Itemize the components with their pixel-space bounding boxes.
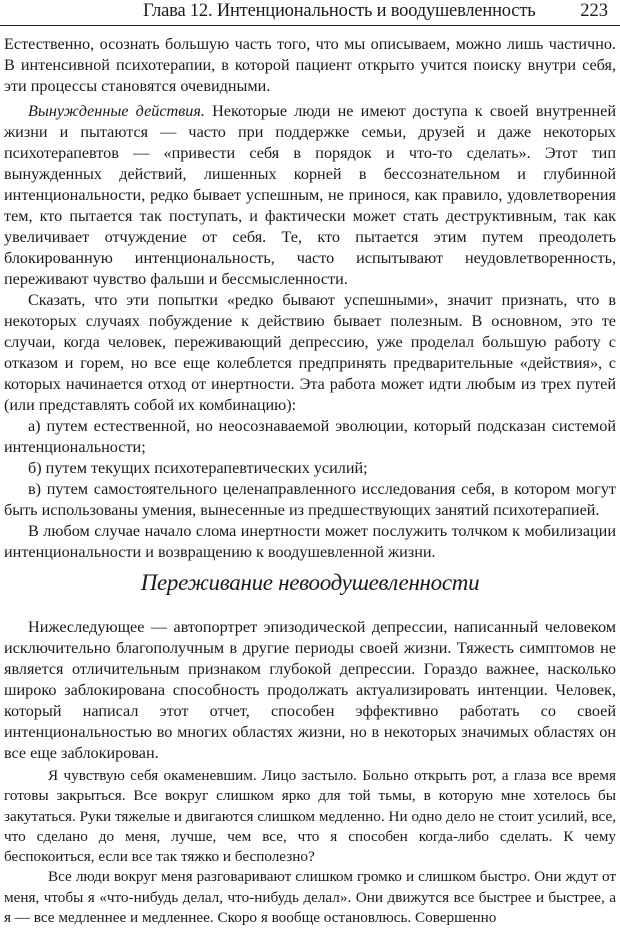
forced-actions-text: Некоторые люди не имеют доступа к своей внутренней жизни и пытаются — часто при поддержке семьи, друзей и даже некоторых психотерапевтов — «привести себя в порядок и что-то сделать». Этот тип вынужденных действий, лишенных корней в бессознательном и глубинной интенциональности, редко бывает успешным, не принося, как правило, удовлетворения тем, кто пытается так поступать, и фактически может стать деструктивным, так как увеличивает отчуждение от себя. Те, кто пытается этим путем преодолеть блокированную интенциональность, часто испытывают неудовлетворенность, переживают чувство фальши и бессмысленности. (4, 102, 616, 288)
quote-paragraph-2: Все люди вокруг меня разговаривают слишком громко и слишком быстро. Они ждут от меня, чтобы я «что-нибудь делал, что-нибудь делал». Они движутся все быстрее и быстрее, а я — все медленнее и медленнее. Скоро я вообще остановлюсь. Совершенно (4, 868, 616, 927)
chapter-title: Глава 12. Интенциональность и воодушевленность (143, 1, 536, 21)
section-paragraph: Нижеследующее — автопортрет эпизодической депрессии, написанный человеком исключительно благополучным в другие периоды своей жизни. Тяжесть симптомов не является отличительным признаком глубокой депрессии. Гораздо важнее, насколько широко заблокирована способность продолжать актуализировать интенции. Человек, который написал этот отчет, способен эффективно работать со своей интенциональностью во многих областях жизни, но в некоторых значимых областях он все еще заблокирован. (4, 618, 616, 762)
section-heading: Переживание невоодушевленности (140, 570, 480, 595)
running-header (0, 0, 620, 24)
page-number: 223 (580, 1, 608, 21)
intro-block (4, 34, 616, 97)
attempts-paragraph: Сказать, что эти попытки «редко бывают успешными», значит признать, что в некоторых случаях побуждение к действию бывает полезным. В основном, это те случаи, когда человек, переживающий депрессию, уже проделал большую работу с отказом и горем, но все еще колеблется предпринять предварительные «действия», с которых начинается отход от инертности. Эта работа может идти любым из трех путей (или представлять собой их комбинацию): (4, 291, 616, 414)
quote-block (4, 766, 616, 928)
path-item-a: а) путем естественной, но неосознаваемой эволюции, который подсказан системой интенциональности; (4, 417, 616, 456)
section-block (4, 617, 616, 764)
path-item-b: б) путем текущих психотерапевтических усилий; (28, 459, 368, 477)
forced-actions-block (4, 101, 616, 563)
quote-paragraph-1: Я чувствую себя окаменевшим. Лицо застыло. Больно открыть рот, а глаза все время готовы закрыться. Все вокруг слишком ярко для той тьмы, в которую мне хотелось бы закутаться. Руки тяжелые и двигаются слишком медленно. Ни одно дело не стоит усилий, все, что сделано до меня, лучше, чем все, что я способен когда-либо сделать. К чему беспокоиться, если все так тяжко и бесполезно? (4, 767, 616, 866)
forced-actions-paragraph (4, 101, 616, 290)
path-item-c: в) путем самостоятельного целенаправленного исследования себя, в котором могут быть использованы умения, вынесенные из предшествующих занятий психотерапией. (4, 480, 616, 519)
conclusion-paragraph: В любом случае начало слома инертности может послужить толчком к мобилизации интенциональности и возвращению к воодушевленной жизни. (4, 522, 616, 561)
forced-actions-label: Вынужденные действия. (28, 102, 205, 120)
intro-paragraph: Естественно, осознать большую часть того, что мы описываем, можно лишь частично. В интенсивной психотерапии, в которой пациент открыто учится поиску внутри себя, эти процессы становятся очевидными. (4, 35, 616, 95)
header-rule (0, 25, 620, 26)
